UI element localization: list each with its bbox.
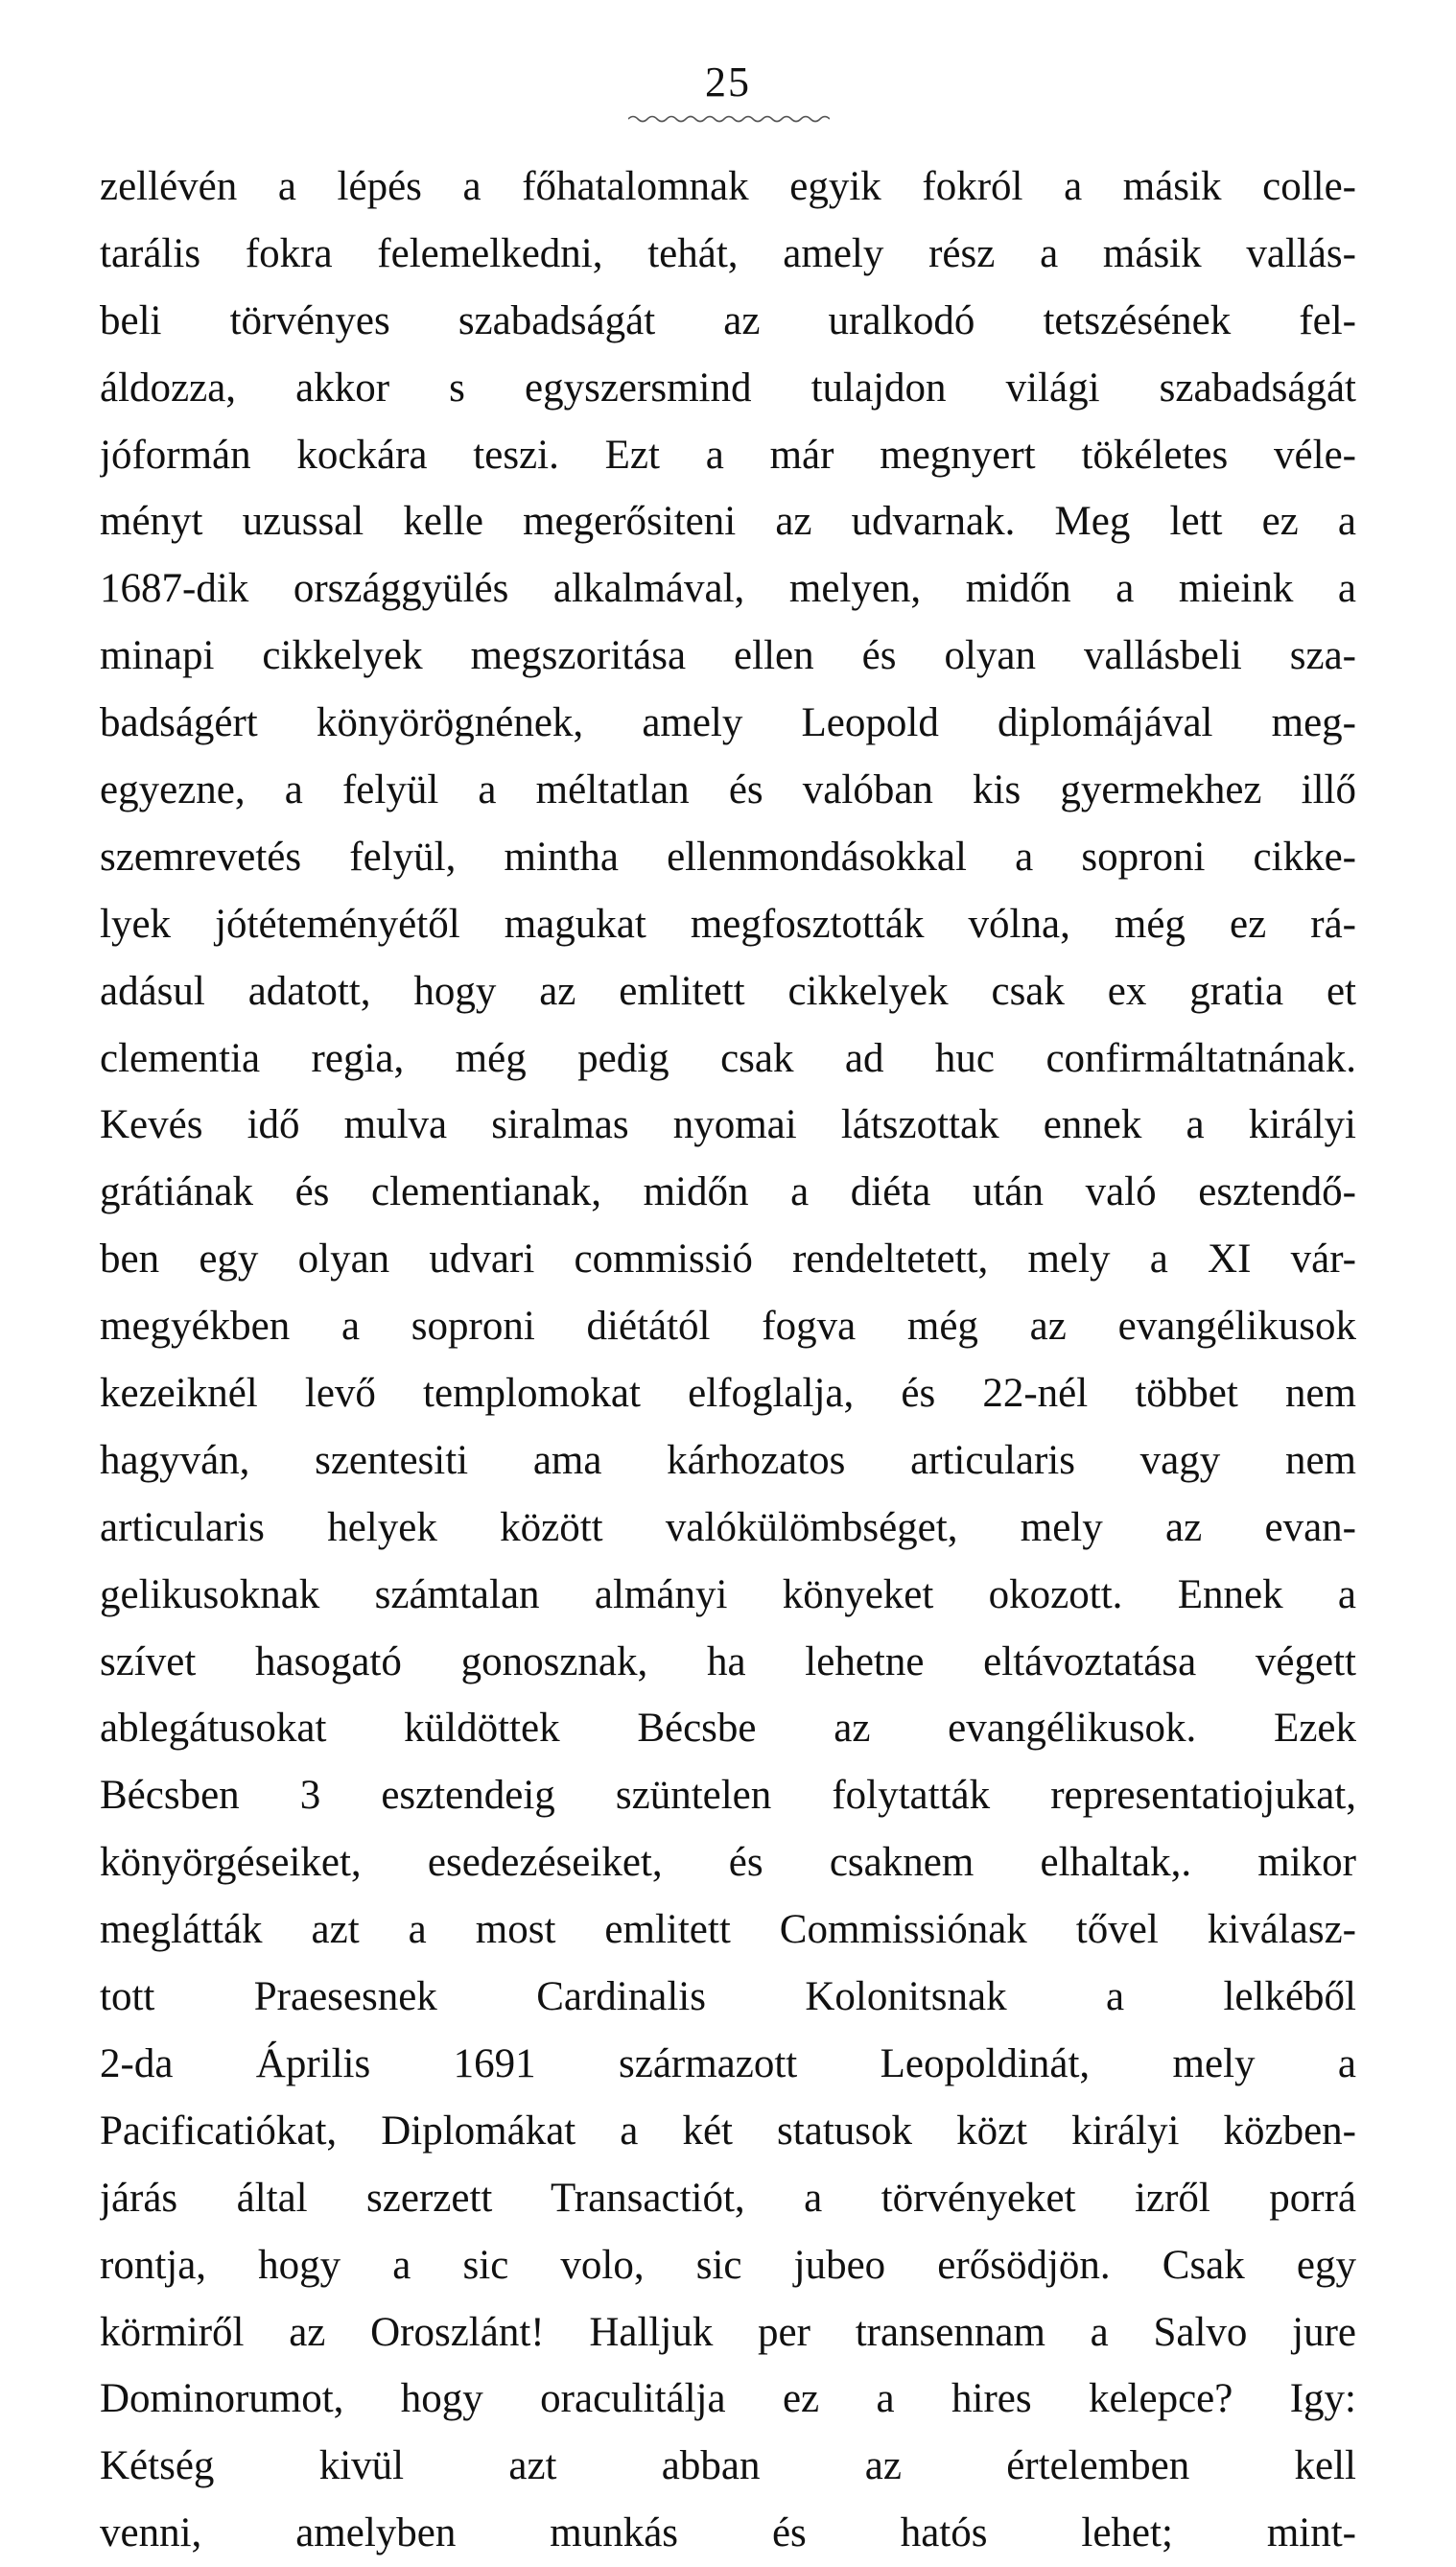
text-line: 2-da Április 1691 származott Leopoldinát, mely a — [100, 2040, 1356, 2086]
text-line: ablegátusokat küldöttek Bécsbe az evangélikusok. Ezek — [100, 1706, 1356, 1752]
text-line: zellévén a lépés a főhatalomnak egyik fokról a másik colle- — [100, 164, 1356, 209]
wavy-rule-ornament — [628, 113, 830, 125]
text-line: járás által szerzett Transactiót, a törvényeket izről porrá — [100, 2175, 1356, 2221]
text-line: 1687-dik országgyülés alkalmával, melyen, midőn a mieink a — [100, 566, 1356, 612]
text-line: meglátták azt a most emlitett Commissiónak tővel kiválasz- — [100, 1907, 1356, 1953]
text-line: badságért könyörögnének, amely Leopold diplomájával meg- — [100, 700, 1356, 746]
text-line: gelikusoknak számtalan almányi könyeket okozott. Ennek a — [100, 1571, 1356, 1617]
text-line: lyek jótéteményétől magukat megfosztották vólna, még ez rá- — [100, 901, 1356, 947]
text-line: articularis helyek között valókülömbséget, mely az evan- — [100, 1504, 1356, 1550]
text-line: kezeiknél levő templomokat elfoglalja, és 22-nél többet nem — [100, 1371, 1356, 1417]
page-number: 25 — [705, 59, 751, 106]
text-line: jóformán kockára teszi. Ezt a már megnyert tökéletes véle- — [100, 432, 1356, 478]
text-line: Kevés idő mulva siralmas nyomai látszottak ennek a királyi — [100, 1102, 1356, 1148]
text-line: egyezne, a felyül a méltatlan és valóban kis gyermekhez illő — [100, 767, 1356, 813]
text-line: Bécsben 3 esztendeig szüntelen folytatták representatiojukat, — [100, 1773, 1356, 1819]
text-line: rontja, hogy a sic volo, sic jubeo erősödjön. Csak egy — [100, 2242, 1356, 2288]
text-line: grátiának és clementianak, midőn a diéta után való esztendő- — [100, 1169, 1356, 1215]
text-line: áldozza, akkor s egyszersmind tulajdon világi szabadságát — [100, 365, 1356, 411]
text-line: szívet hasogató gonosznak, ha lehetne eltávoztatása végett — [100, 1638, 1356, 1684]
text-line: tott Praesesnek Cardinalis Kolonitsnak a lelkéből — [100, 1974, 1356, 2020]
text-line: hagyván, szentesiti ama kárhozatos articularis vagy nem — [100, 1437, 1356, 1483]
text-line: szemrevetés felyül, mintha ellenmondásokkal a soproni cikke- — [100, 834, 1356, 880]
text-line: venni, amelyben munkás és hatós lehet; mint- — [100, 2510, 1356, 2556]
text-line: ményt uzussal kelle megerősiteni az udvarnak. Meg lett ez a — [100, 499, 1356, 545]
text-line: tarális fokra felemelkedni, tehát, amely rész a másik vallás- — [100, 230, 1356, 276]
text-line: megyékben a soproni diétától fogva még az evangélikusok — [100, 1304, 1356, 1350]
text-line: adásul adatott, hogy az emlitett cikkelyek csak ex gratia et — [100, 968, 1356, 1014]
text-line: Pacificatiókat, Diplomákat a két statusok közt királyi közben- — [100, 2108, 1356, 2154]
body-text — [100, 153, 1356, 2567]
text-line: körmiről az Oroszlánt! Halljuk per transennam a Salvo jure — [100, 2309, 1356, 2355]
text-line: Dominorumot, hogy oraculitálja ez a hires kelepce? Igy: — [100, 2376, 1356, 2422]
text-line: beli törvényes szabadságát az uralkodó tetszésének fel- — [100, 297, 1356, 343]
text-line: ben egy olyan udvari commissió rendeltetett, mely a XI vár- — [100, 1236, 1356, 1283]
text-line: clementia regia, még pedig csak ad huc confirmáltatnának. — [100, 1035, 1356, 1081]
text-line: Kétség kivül azt abban az értelemben kell — [100, 2443, 1356, 2489]
text-line: könyörgéseiket, esedezéseiket, és csaknem elhaltak,. mikor — [100, 1840, 1356, 1886]
text-line: minapi cikkelyek megszoritása ellen és olyan vallásbeli sza- — [100, 633, 1356, 679]
